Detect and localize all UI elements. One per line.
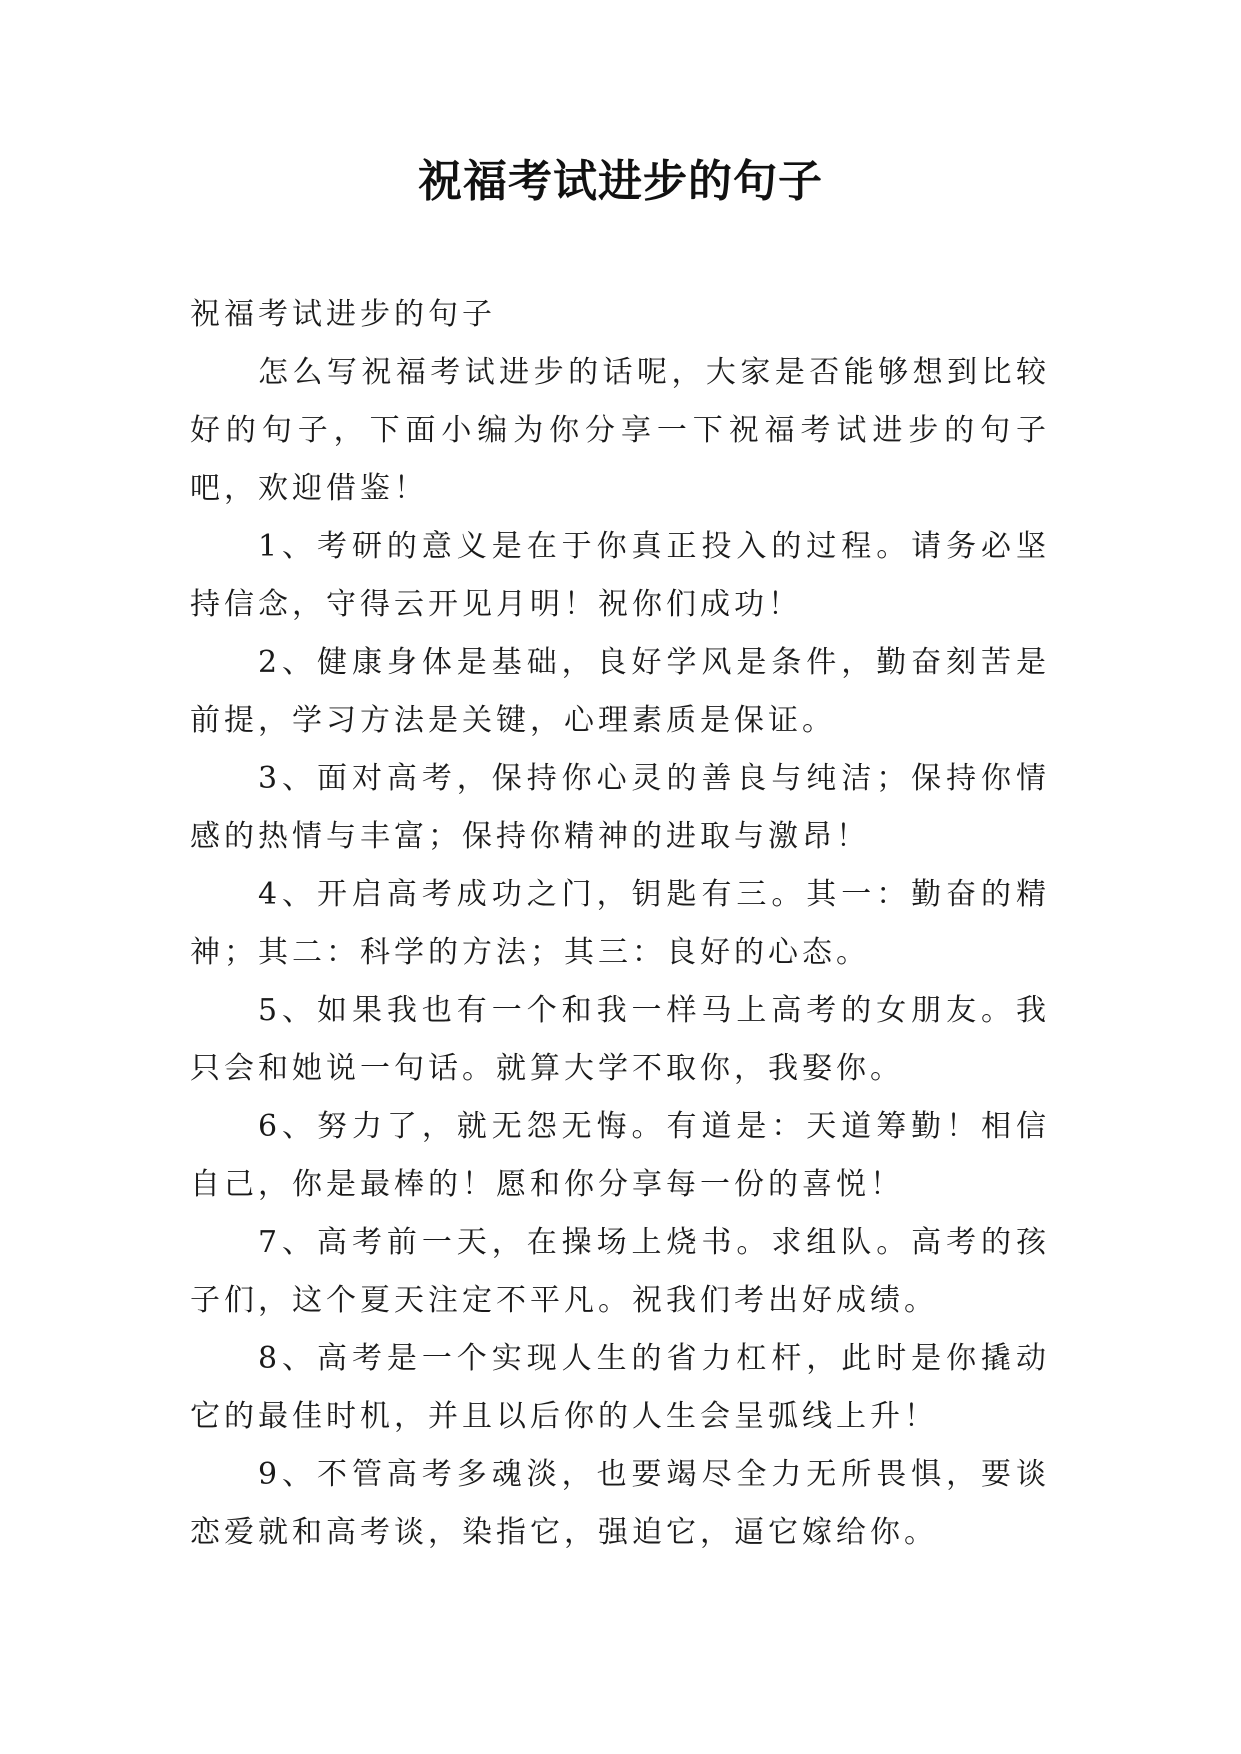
document-subtitle: 祝福考试进步的句子 bbox=[190, 297, 496, 332]
list-item: 7、高考前一天，在操场上烧书。求组队。高考的孩子们，这个夏天注定不平凡。祝我们考出好成绩。 bbox=[190, 1225, 1050, 1318]
list-item: 5、如果我也有一个和我一样马上高考的女朋友。我只会和她说一句话。就算大学不取你，我娶你。 bbox=[190, 993, 1050, 1086]
list-item: 1、考研的意义是在于你真正投入的过程。请务必坚持信念，守得云开见月明！祝你们成功！ bbox=[190, 529, 1050, 622]
list-item: 6、努力了，就无怨无悔。有道是：天道筹勤！相信自己，你是最棒的！愿和你分享每一份的喜悦！ bbox=[190, 1109, 1050, 1202]
list-item: 4、开启高考成功之门，钥匙有三。其一：勤奋的精神；其二：科学的方法；其三：良好的心态。 bbox=[190, 877, 1050, 970]
list-item: 8、高考是一个实现人生的省力杠杆，此时是你撬动它的最佳时机，并且以后你的人生会呈弧线上升！ bbox=[190, 1341, 1050, 1434]
intro-paragraph: 怎么写祝福考试进步的话呢，大家是否能够想到比较好的句子，下面小编为你分享一下祝福考试进步的句子吧，欢迎借鉴！ bbox=[190, 355, 1050, 506]
list-item: 3、面对高考，保持你心灵的善良与纯洁；保持你情感的热情与丰富；保持你精神的进取与激昂！ bbox=[190, 761, 1050, 854]
document-body bbox=[190, 286, 1050, 1562]
list-item: 2、健康身体是基础，良好学风是条件，勤奋刻苦是前提，学习方法是关键，心理素质是保证。 bbox=[190, 645, 1050, 738]
document-title: 祝福考试进步的句子 bbox=[418, 156, 823, 207]
list-item: 9、不管高考多魂淡，也要竭尽全力无所畏惧，要谈恋爱就和高考谈，染指它，强迫它，逼它嫁给你。 bbox=[190, 1457, 1050, 1550]
